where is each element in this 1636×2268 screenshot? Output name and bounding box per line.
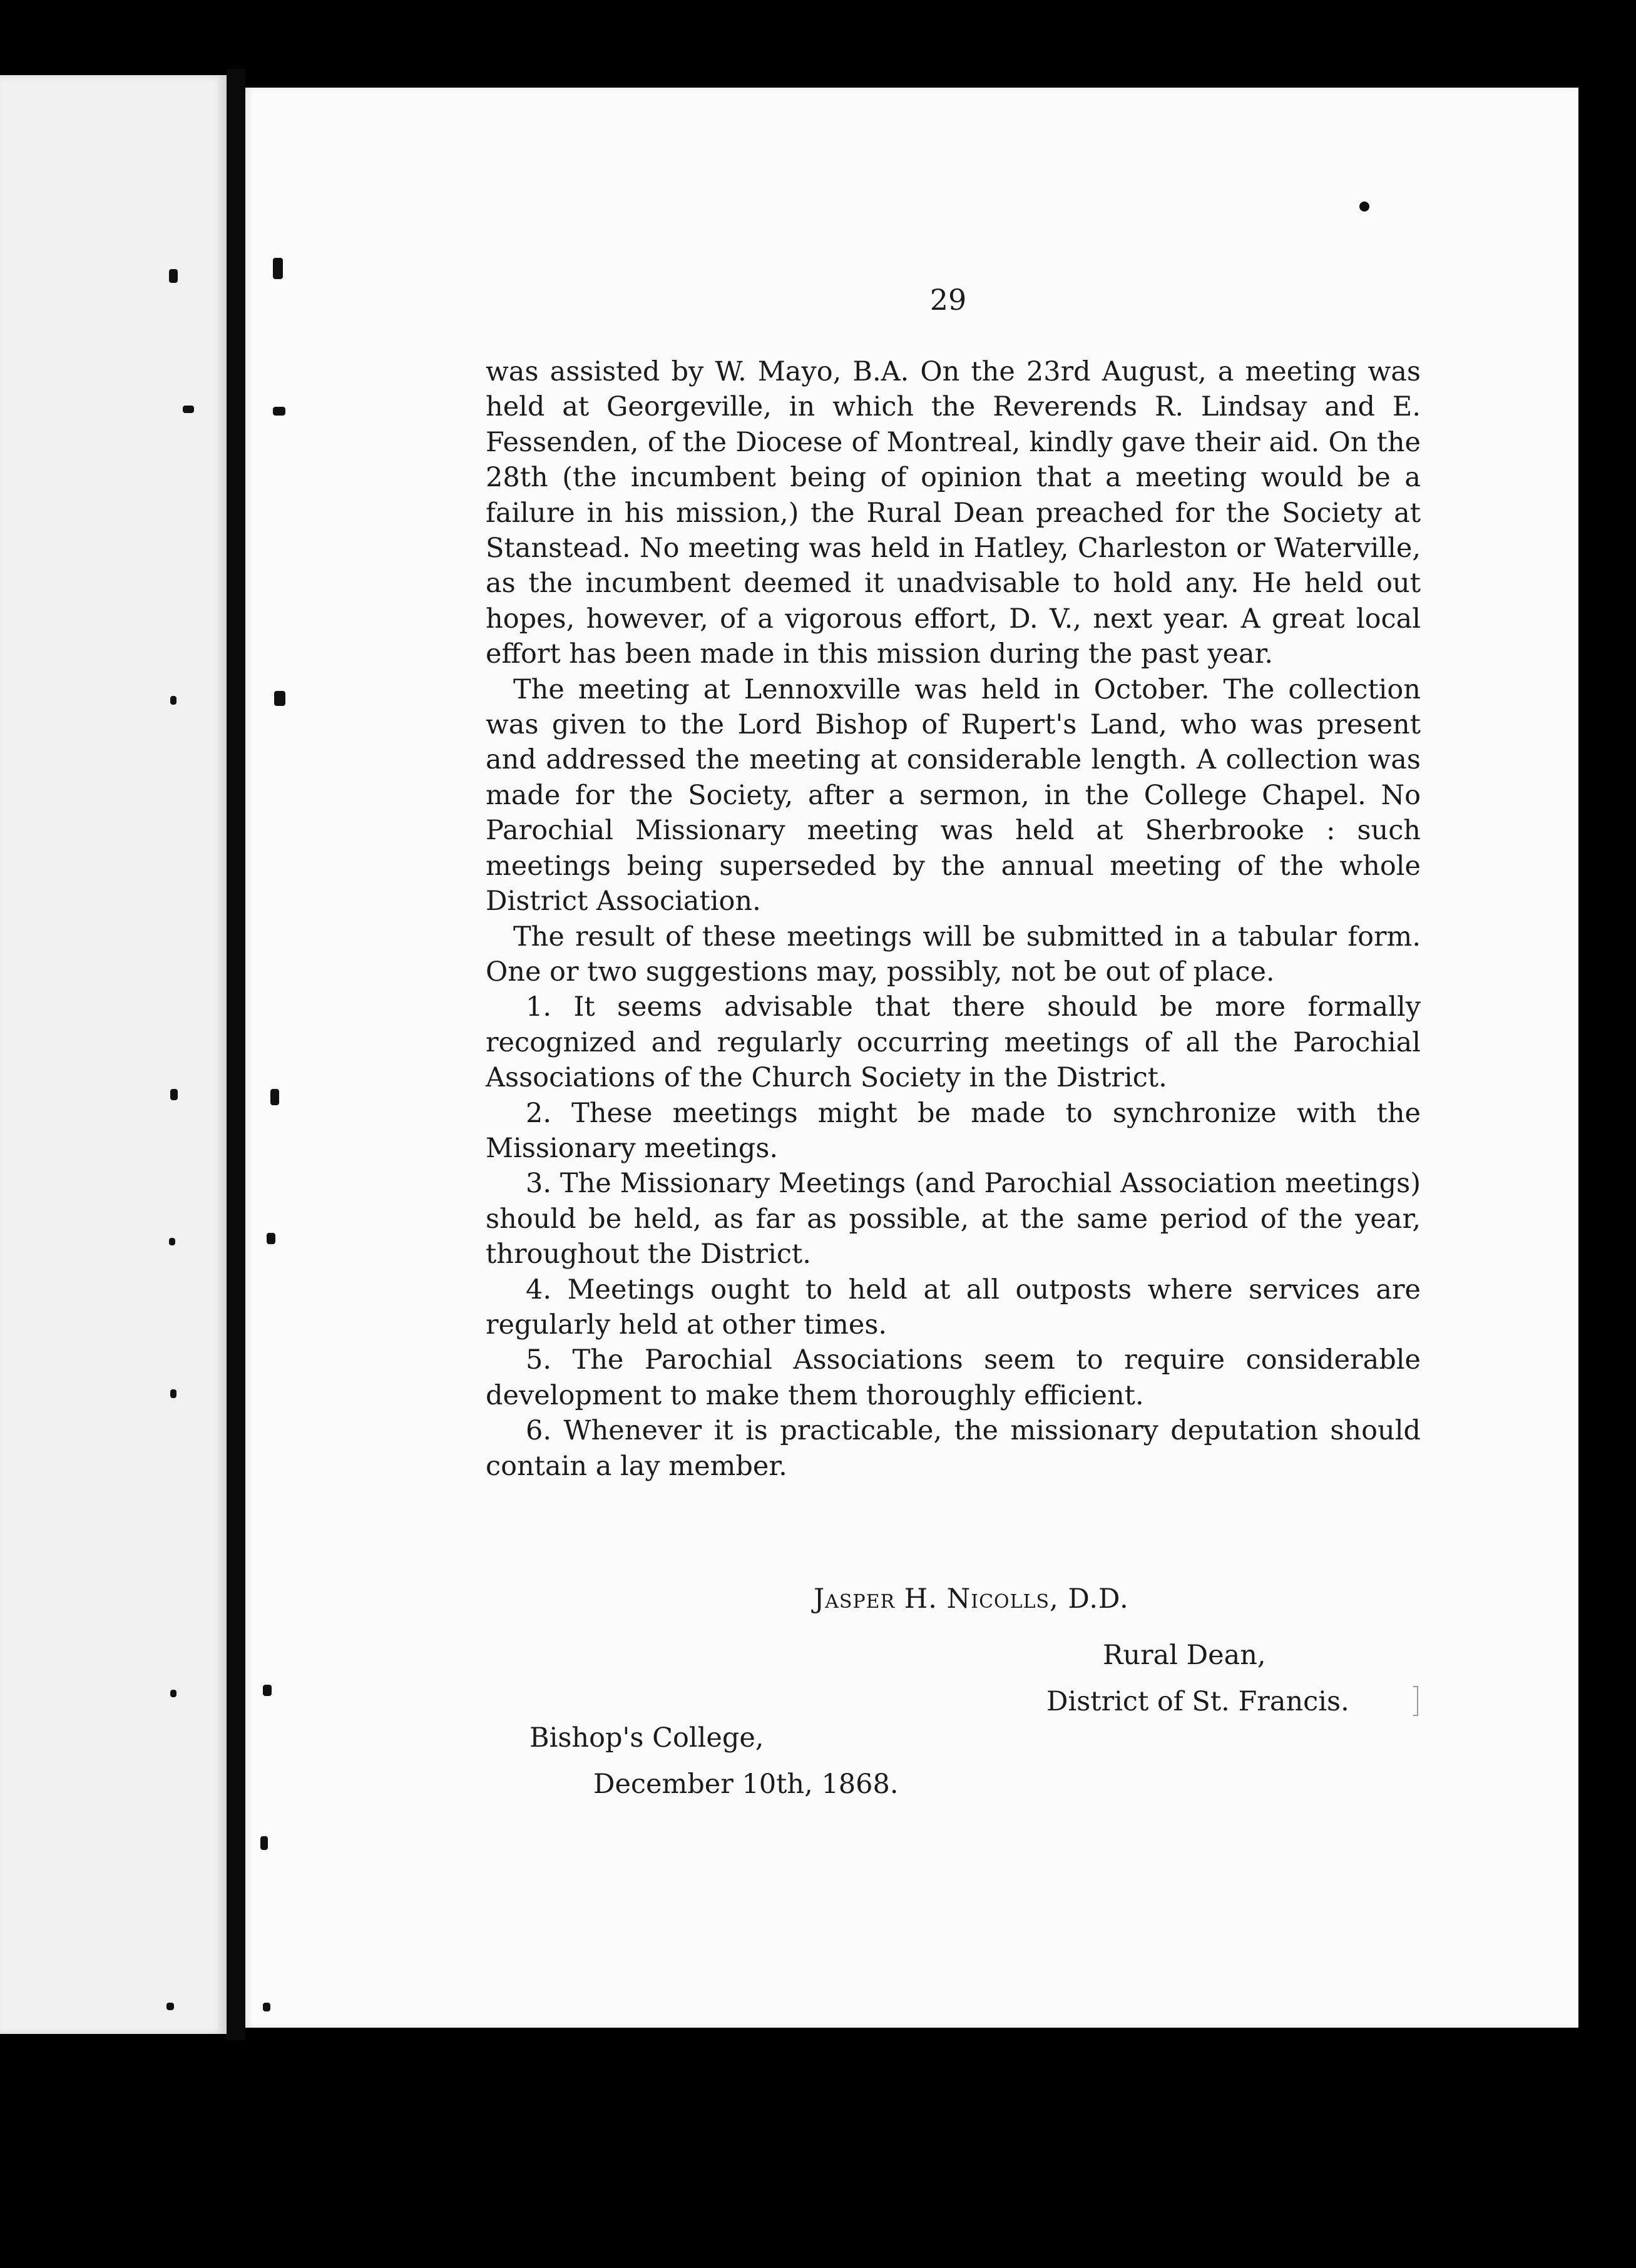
suggestion-item: 4. Meetings ought to held at all outposts where services are regularly held at other times. [486,1274,1421,1341]
scan-mark [170,696,176,705]
body-text [486,354,1421,1484]
paragraph: was assisted by W. Mayo, B.A. On the 23rd August, a meeting was held at Georgeville, in which the Reverends R. Lindsay and E. Fessenden, of the Diocese of Montreal, kindly gave their aid. On the 28th (the incumbent being of opinion that a meeting would be a failure in his mission,) the Rural Dean preached for the Society at Stanstead. No meeting was held in Hatley, Charleston or Waterville, as the incumbent deemed it unadvisable to hold any. He held out hopes, however, of a vigorous effort, D. V., next year. A great local effort has been made in this mission during the past year. [486,356,1421,670]
scan-mark [169,1238,175,1245]
scan-dot [1359,202,1369,212]
suggestion-item: 5. The Parochial Associations seem to require considerable development to make them thoroughly efficient. [486,1344,1421,1411]
suggestion-item: 1. It seems advisable that there should be more formally recognized and regularly occurring meetings of all the Parochial Associations of the Church Society in the District. [486,991,1421,1094]
suggestion-item: 6. Whenever it is practicable, the missionary deputation should contain a lay member. [486,1415,1421,1482]
scan-mark [270,1089,279,1105]
date-line: December 10th, 1868. [593,1769,899,1800]
place-line: Bishop's College, [529,1722,764,1754]
signature-name: Jasper H. Nicolls, D.D. [814,1583,1129,1615]
scan-mark [267,1233,275,1244]
signature-district: District of St. Francis. [1046,1686,1349,1717]
page-number: 29 [929,283,967,317]
suggestion-item: 3. The Missionary Meetings (and Parochial Association meetings) should be held, as far as possible, at the same period of the year, throughout the District. [486,1168,1421,1270]
scan-mark [260,1836,268,1850]
book-gutter [227,69,245,2040]
left-page-edge [0,75,230,2034]
scan-mark [170,1389,176,1398]
scan-mark [273,407,285,416]
paragraph: The meeting at Lennoxville was held in October. The collection was given to the Lord Bishop of Rupert's Land, who was present and addressed the meeting at considerable length. A collection was made for the Society, after a sermon, in the College Chapel. No Parochial Missionary meeting was held at Sherbrooke : such meetings being superseded by the annual meeting of the whole District Association. [486,673,1421,917]
scan-mark [169,269,178,283]
scan-mark [263,2003,270,2011]
scan-mark [273,258,283,279]
bracket-mark [1413,1686,1418,1716]
scan-mark [166,2003,174,2010]
signature-title: Rural Dean, [1103,1640,1266,1671]
scan-mark [274,691,285,706]
scan-mark [183,406,194,413]
paragraph: The result of these meetings will be submitted in a tabular form. One or two suggestions may, possibly, not be out of place. [486,921,1421,988]
scan-mark [170,1690,176,1697]
scan-mark [170,1089,178,1100]
scan-mark [263,1685,272,1696]
suggestion-item: 2. These meetings might be made to synchronize with the Missionary meetings. [486,1097,1421,1164]
